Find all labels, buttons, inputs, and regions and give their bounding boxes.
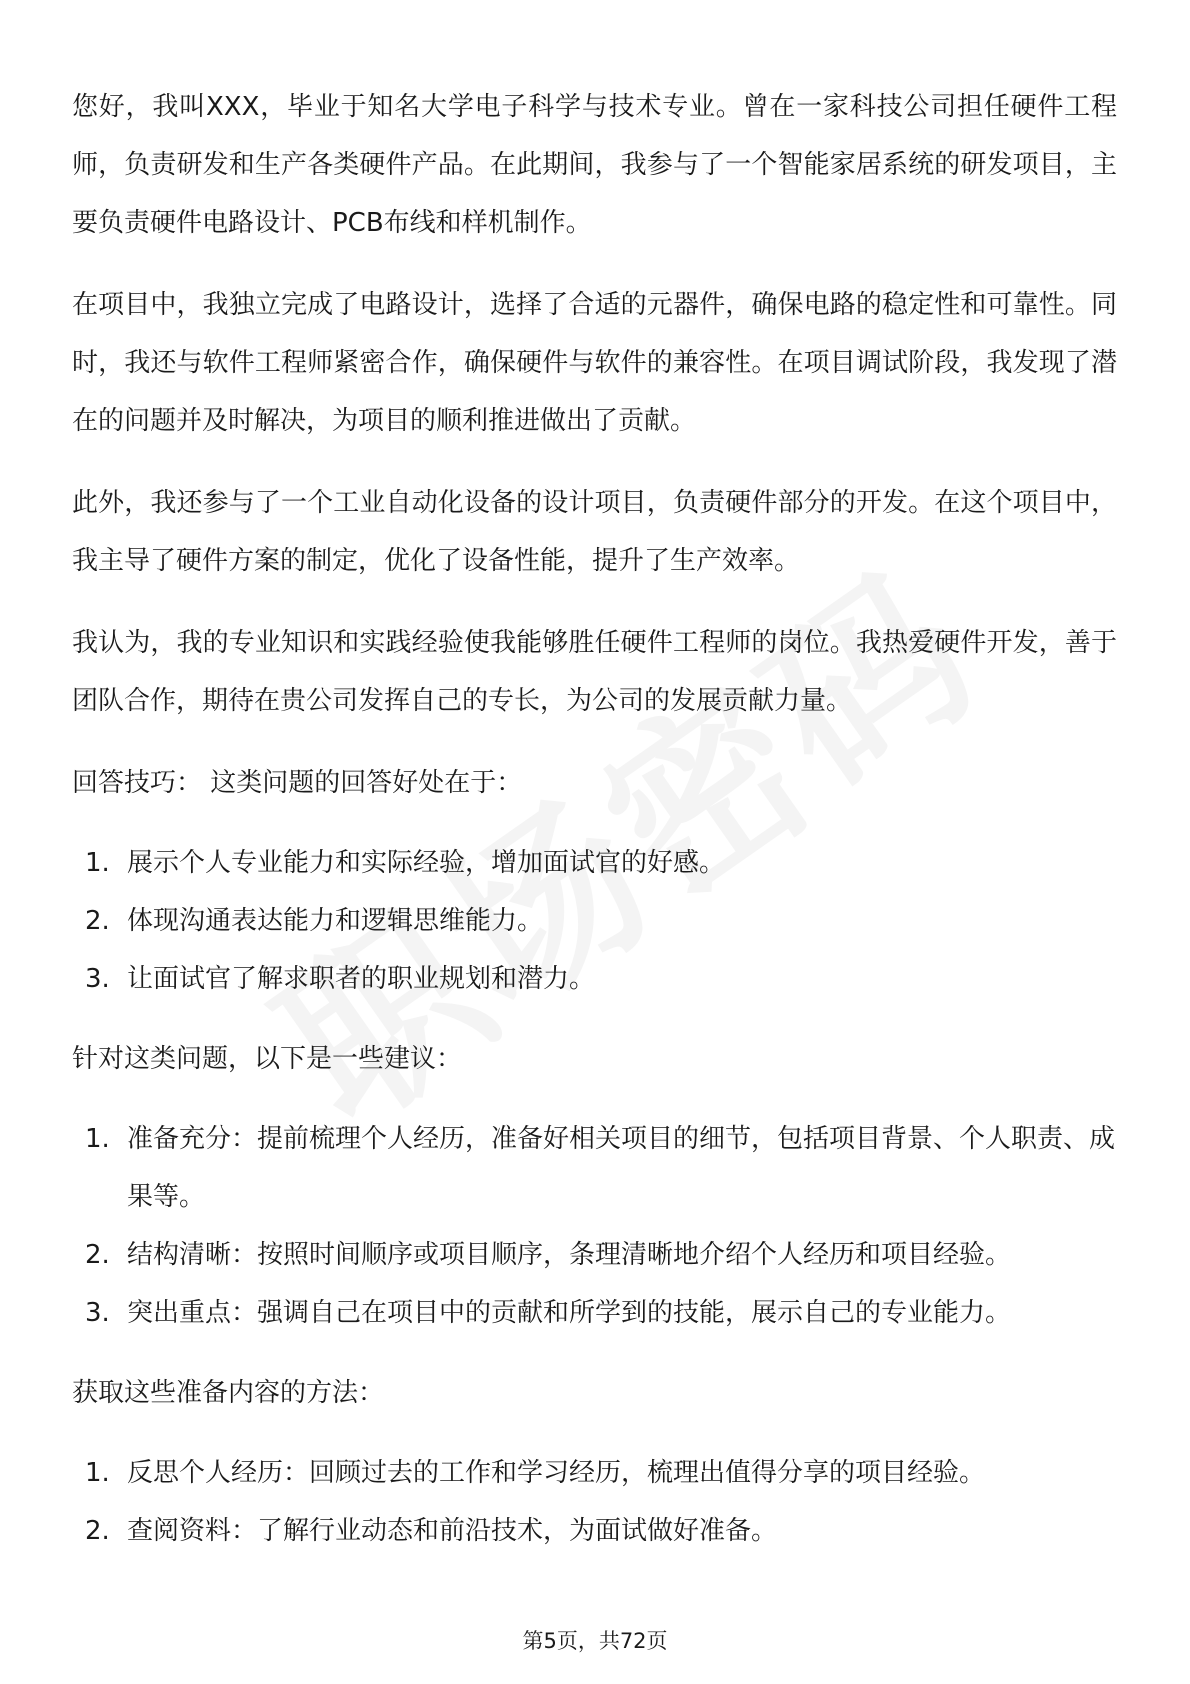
list-item-text: 准备充分：提前梳理个人经历，准备好相关项目的细节，包括项目背景、个人职责、成果等。: [127, 1124, 1116, 1212]
paragraph-intro: 您好，我叫XXX，毕业于知名大学电子科学与技术专业。曾在一家科技公司担任硬件工程师，负责研发和生产各类硬件产品。在此期间，我参与了一个智能家居系统的研发项目，主要负责硬件电路设计、PCB布线和样机制作。: [72, 92, 1117, 238]
list-tips: [72, 834, 1117, 1008]
paragraph-project-detail: 在项目中，我独立完成了电路设计，选择了合适的元器件，确保电路的稳定性和可靠性。同时，我还与软件工程师紧密合作，确保硬件与软件的兼容性。在项目调试阶段，我发现了潜在的问题并及时解决，为项目的顺利推进做出了贡献。: [72, 290, 1117, 436]
list-number: 1.: [85, 848, 110, 878]
list-number: 1.: [85, 1458, 110, 1488]
list-item: [72, 1502, 1117, 1560]
list-item: [72, 1284, 1117, 1342]
list-number: 3.: [85, 964, 110, 994]
page-content: [72, 78, 1117, 1582]
list-number: 3.: [85, 1298, 110, 1328]
list-number: 1.: [85, 1124, 110, 1154]
list-item: [72, 1226, 1117, 1284]
list-item: [72, 834, 1117, 892]
list-item: [72, 892, 1117, 950]
list-number: 2.: [85, 1240, 110, 1270]
page-footer: 第5页，共72页: [522, 1629, 668, 1653]
list-item-text: 反思个人经历：回顾过去的工作和学习经历，梳理出值得分享的项目经验。: [127, 1458, 986, 1488]
paragraph-conclusion: 我认为，我的专业知识和实践经验使我能够胜任硬件工程师的岗位。我热爱硬件开发，善于团队合作，期待在贵公司发挥自己的专长，为公司的发展贡献力量。: [72, 628, 1117, 716]
list-item: [72, 950, 1117, 1008]
section-heading-methods: 获取这些准备内容的方法：: [72, 1378, 385, 1408]
list-number: 2.: [85, 906, 110, 936]
list-item: [72, 1444, 1117, 1502]
section-heading-suggestions: 针对这类问题，以下是一些建议：: [72, 1044, 463, 1074]
list-item-text: 查阅资料：了解行业动态和前沿技术，为面试做好准备。: [127, 1516, 778, 1546]
list-item-text: 让面试官了解求职者的职业规划和潜力。: [127, 964, 596, 994]
section-heading-tips: 回答技巧： 这类问题的回答好处在于：: [72, 768, 523, 798]
list-number: 2.: [85, 1516, 110, 1546]
list-methods: [72, 1444, 1117, 1560]
list-item-text: 展示个人专业能力和实际经验，增加面试官的好感。: [127, 848, 726, 878]
list-item-text: 突出重点：强调自己在项目中的贡献和所学到的技能，展示自己的专业能力。: [127, 1298, 1012, 1328]
list-item: [72, 1110, 1117, 1226]
list-item-text: 结构清晰：按照时间顺序或项目顺序，条理清晰地介绍个人经历和项目经验。: [127, 1240, 1012, 1270]
list-item-text: 体现沟通表达能力和逻辑思维能力。: [127, 906, 544, 936]
paragraph-additional-project: 此外，我还参与了一个工业自动化设备的设计项目，负责硬件部分的开发。在这个项目中，我主导了硬件方案的制定，优化了设备性能，提升了生产效率。: [72, 488, 1117, 576]
list-suggestions: [72, 1110, 1117, 1342]
